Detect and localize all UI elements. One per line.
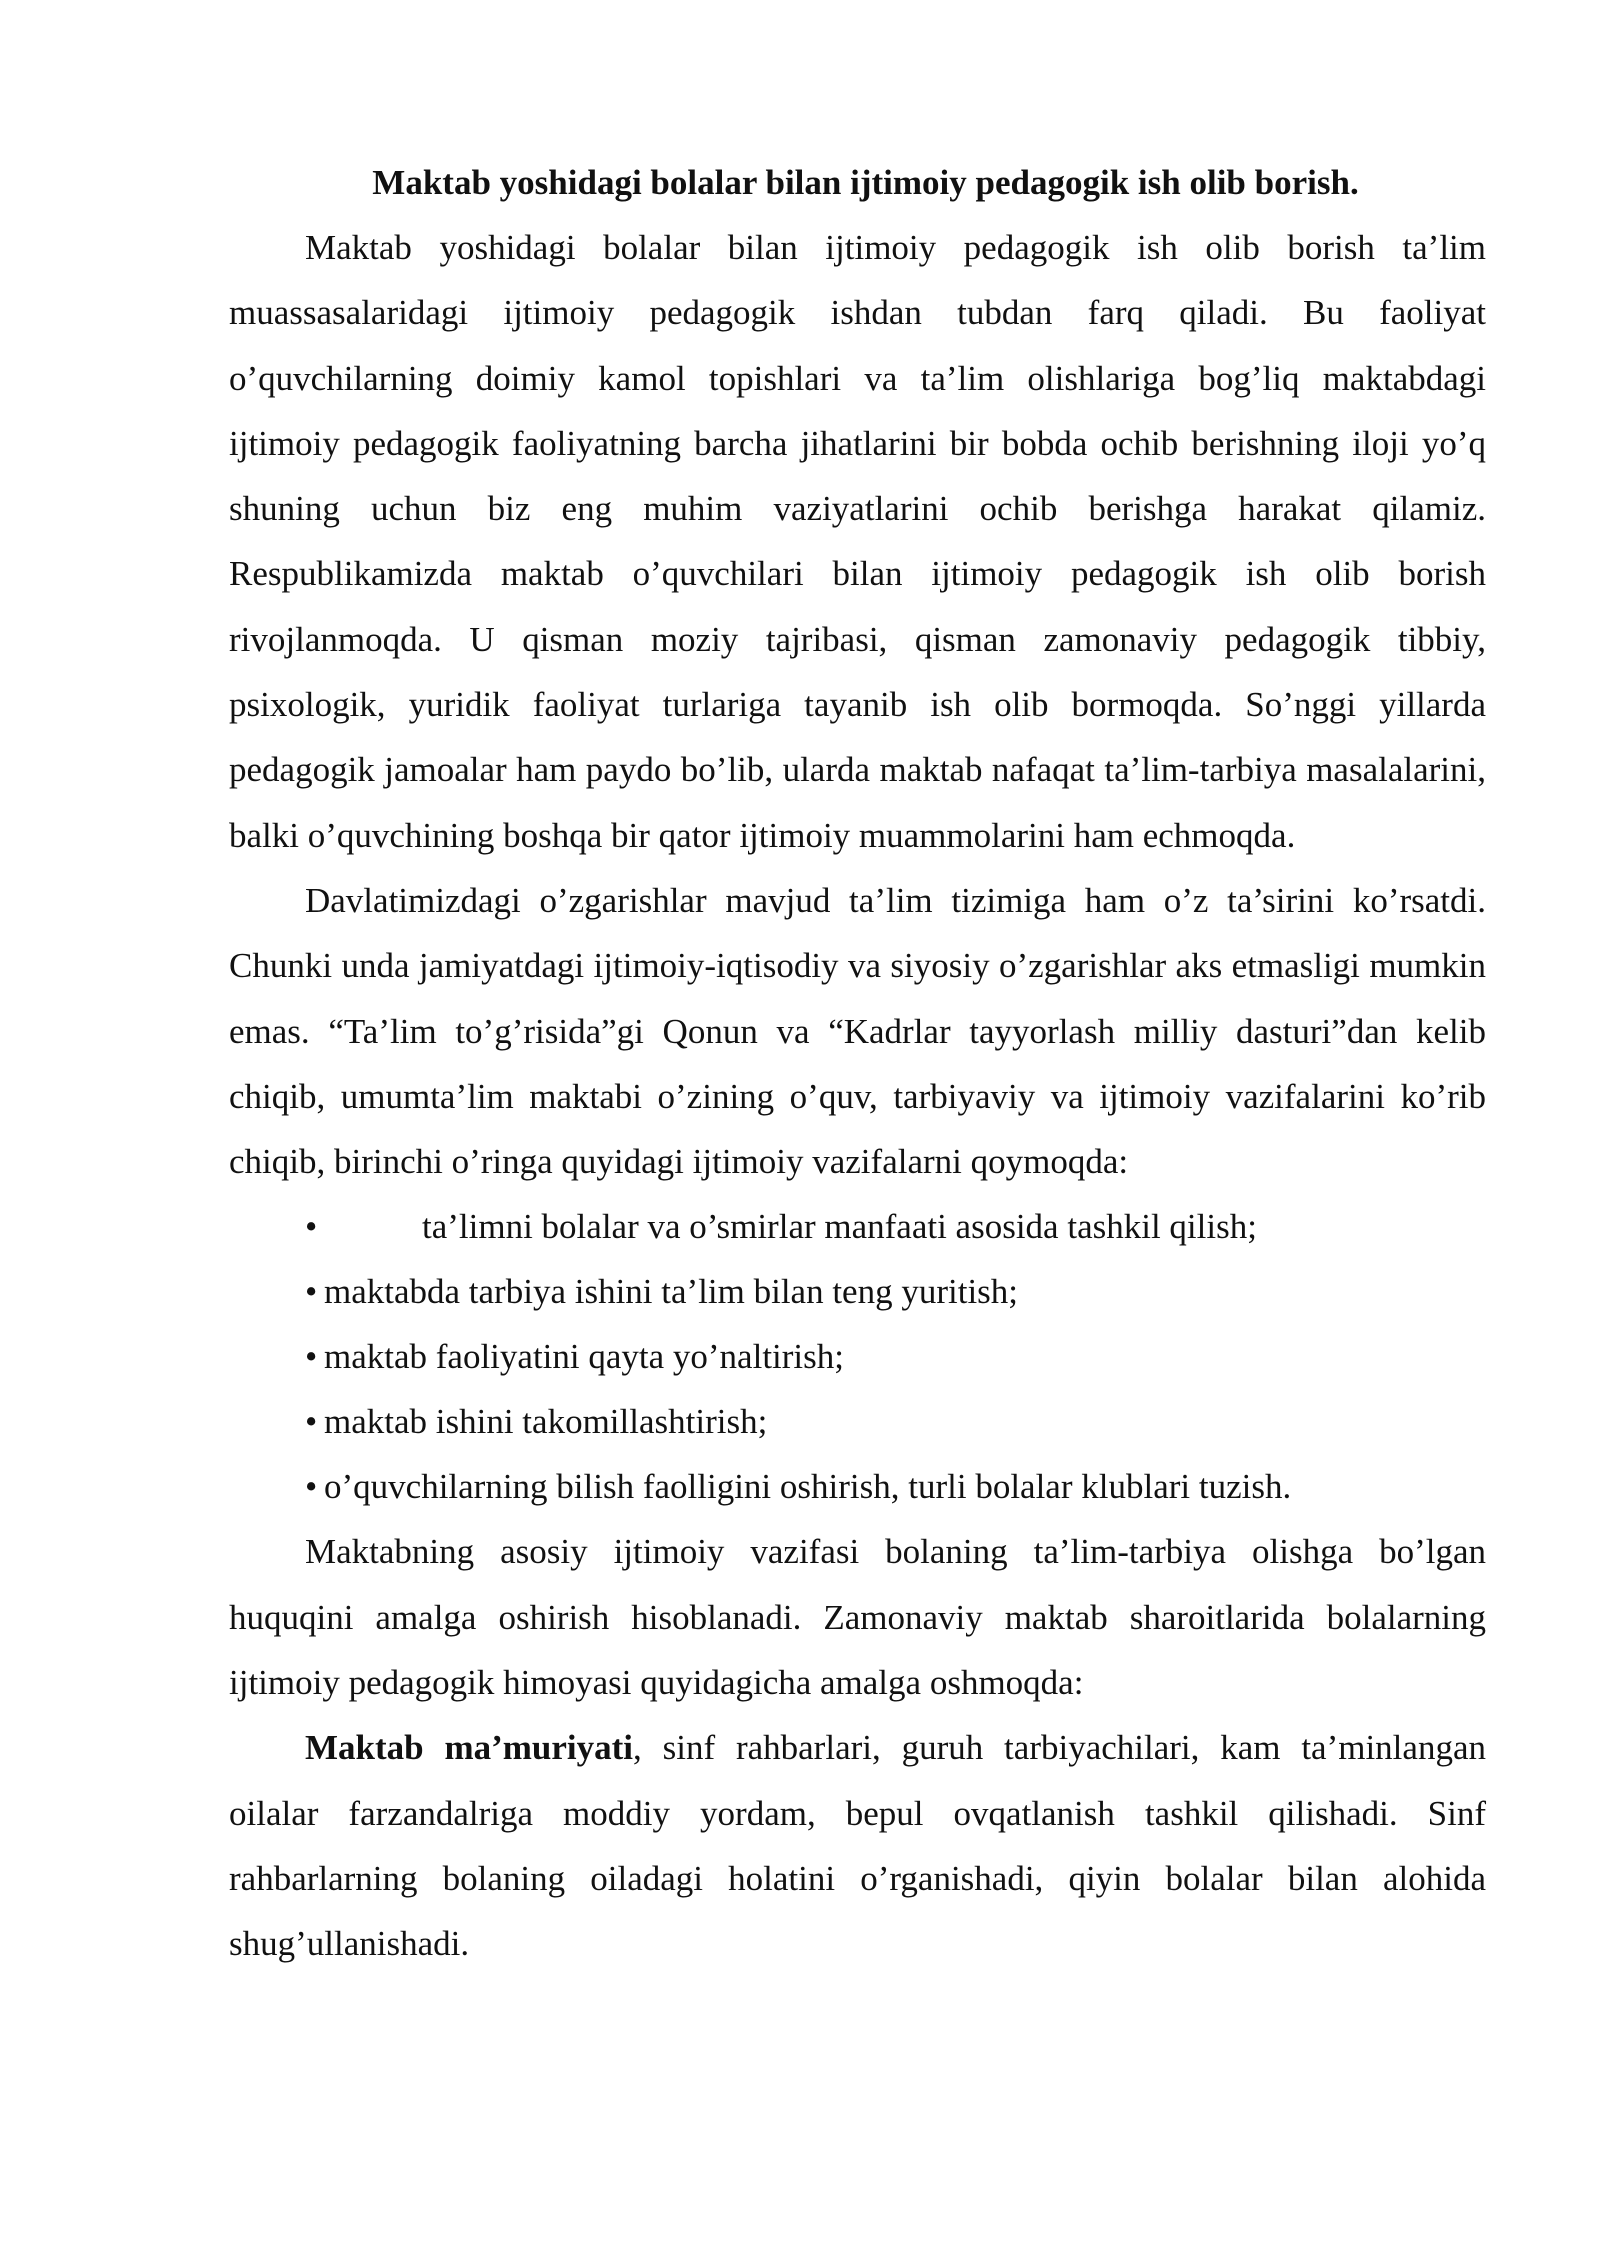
list-item	[229, 1259, 1486, 1324]
list-item-text: maktab faoliyatini qayta yo’naltirish;	[324, 1337, 844, 1377]
tasks-list	[229, 1194, 1486, 1519]
bullet-icon: •	[305, 1467, 318, 1507]
list-item-text: o’quvchilarning bilish faolligini oshirish, turli bolalar klublari tuzish.	[324, 1467, 1292, 1507]
list-item	[229, 1389, 1486, 1454]
list-item-text: maktabda tarbiya ishini ta’lim bilan teng yuritish;	[324, 1272, 1019, 1312]
paragraph-changes: Davlatimizdagi o’zgarishlar mavjud ta’lim tizimiga ham o’z ta’sirini ko’rsatdi. Chunki unda jamiyatdagi ijtimoiy-iqtisodiy va siyosiy o’zgarishlar aks etmasligi mumkin emas. “Ta’lim to’g’risida”gi Qonun va “Kadrlar tayyorlash milliy dasturi”dan kelib chiqib, umumta’lim maktabi o’zining o’quv, tarbiyaviy va ijtimoiy vazifalarini ko’rib chiqib, birinchi o’ringa quyidagi ijtimoiy vazifalarni qoymoqda:	[229, 880, 1486, 1182]
document-body	[229, 150, 1486, 1977]
paragraph-administration	[229, 1715, 1486, 1976]
bullet-icon: •	[305, 1207, 318, 1247]
list-item	[229, 1194, 1486, 1259]
document-title: Maktab yoshidagi bolalar bilan ijtimoiy pedagogik ish olib borish.	[372, 163, 1359, 202]
paragraph-main-task: Maktabning asosiy ijtimoiy vazifasi bolaning ta’lim-tarbiya olishga bo’lgan huquqini amalga oshirish hisoblanadi. Zamonaviy maktab sharoitlarida bolalarning ijtimoiy pedagogik himoyasi quyidagicha amalga oshmoqda:	[229, 1532, 1486, 1703]
list-item-text: maktab ishini takomillashtirish;	[324, 1402, 768, 1442]
bullet-icon: •	[305, 1402, 318, 1442]
list-item	[229, 1454, 1486, 1519]
administration-bold-text: Maktab ma’muriyati	[305, 1728, 634, 1768]
list-item-text: ta’limni bolalar va o’smirlar manfaati asosida tashkil qilish;	[422, 1207, 1257, 1247]
administration-text: , sinf rahbarlari, guruh tarbiyachilari, kam ta’minlangan oilalar farzandalriga moddiy yordam, bepul ovqatlanish tashkil qilishadi. Sinf rahbarlarning bolaning oiladagi holatini o’rganishadi, qiyin bolalar bilan alohida shug’ullanishadi.	[229, 1728, 1486, 1964]
list-item	[229, 1324, 1486, 1389]
paragraph-intro: Maktab yoshidagi bolalar bilan ijtimoiy pedagogik ish olib borish ta’lim muassasalaridagi ijtimoiy pedagogik ishdan tubdan farq qiladi. Bu faoliyat o’quvchilarning doimiy kamol topishlari va ta’lim olishlariga bog’liq maktabdagi ijtimoiy pedagogik faoliyatning barcha jihatlarini bir bobda ochib berishning iloji yo’q shuning uchun biz eng muhim vaziyatlarini ochib berishga harakat qilamiz. Respublikamizda maktab o’quvchilari bilan ijtimoiy pedagogik ish olib borish rivojlanmoqda. U qisman moziy tajribasi, qisman zamonaviy pedagogik tibbiy, psixologik, yuridik faoliyat turlariga tayanib ish olib bormoqda. So’nggi yillarda pedagogik jamoalar ham paydo bo’lib, ularda maktab nafaqat ta’lim-tarbiya masalalarini, balki o’quvchining boshqa bir qator ijtimoiy muammolarini ham echmoqda.	[229, 228, 1486, 855]
bullet-icon: •	[305, 1337, 318, 1377]
bullet-icon: •	[305, 1272, 318, 1312]
